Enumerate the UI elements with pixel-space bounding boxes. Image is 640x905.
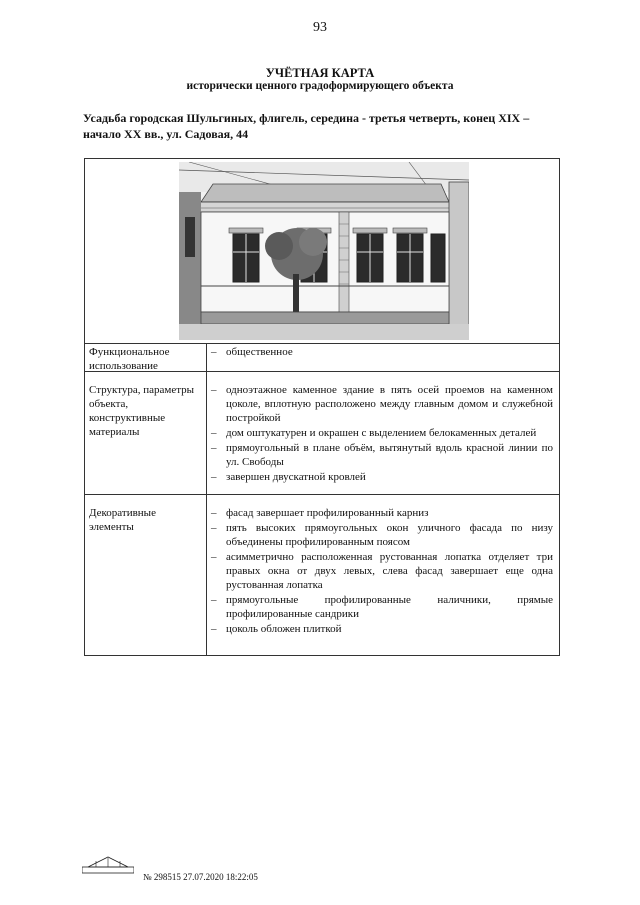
- list-item: – завершен двускатной кровлей: [211, 471, 366, 483]
- record-card-table: [84, 158, 560, 656]
- list-item: – общественное: [211, 346, 293, 358]
- list-item: – прямоугольные профилированные наличники, прямые профилированные сандрики: [211, 594, 553, 620]
- list-item: – пять высоких прямоугольных окон уличного фасада по низу объединены профилированным поясом: [211, 522, 553, 548]
- row-divider: [85, 343, 559, 344]
- row-items-structure: [211, 383, 553, 485]
- row-label-function: Функциональное использование: [89, 346, 170, 372]
- row-divider: [85, 494, 559, 495]
- row-label-decorative: Декоративные элементы: [89, 507, 156, 533]
- column-divider: [206, 343, 207, 656]
- row-items-function: [211, 345, 553, 360]
- card-title: УЧЁТНАЯ КАРТА: [265, 66, 375, 80]
- list-item: – фасад завершает профилированный карниз: [211, 507, 429, 519]
- row-label-structure: Структура, параметры объекта, конструктивные материалы: [89, 384, 195, 438]
- object-heading: Усадьба городская Шульгиных, флигель, середина - третья четверть, конец XIX – начало XX вв., ул. Садовая, 44: [83, 111, 530, 141]
- list-item: – одноэтажное каменное здание в пять осей проемов на каменном цоколе, вплотную расположено между главным домом и служебной постройкой: [211, 384, 553, 424]
- list-item: – асимметрично расположенная рустованная лопатка отделяет три правых окна от двух левых, слева фасад завершает еще одна рустованная лопатка: [211, 551, 553, 591]
- list-item: – прямоугольный в плане объём, вытянутый вдоль красной линии по ул. Свободы: [211, 442, 553, 468]
- page-number: 93: [313, 20, 327, 35]
- list-item: – цоколь обложен плиткой: [211, 623, 342, 635]
- registry-stamp-icon: [82, 855, 134, 875]
- list-item: – дом оштукатурен и окрашен с выделением белокаменных деталей: [211, 427, 537, 439]
- building-photo: [179, 162, 469, 340]
- card-subtitle: исторически ценного градоформирующего объекта: [186, 80, 454, 92]
- document-reference: № 298515 27.07.2020 18:22:05: [143, 872, 258, 882]
- row-items-decorative: [211, 506, 553, 637]
